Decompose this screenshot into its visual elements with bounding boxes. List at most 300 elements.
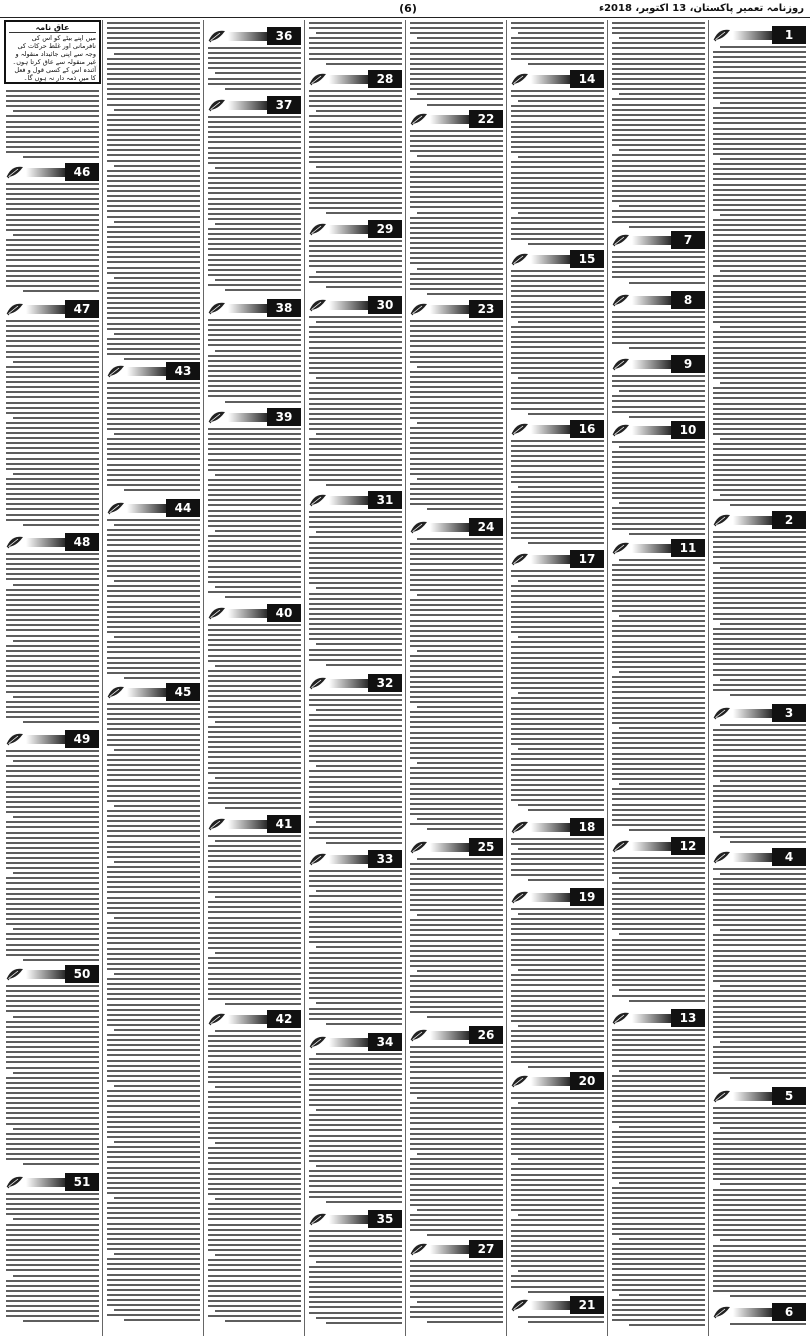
text-line bbox=[511, 233, 604, 235]
text-line bbox=[309, 202, 402, 204]
text-line bbox=[612, 913, 705, 915]
text-line bbox=[316, 32, 403, 34]
text-line bbox=[316, 765, 403, 767]
text-line bbox=[208, 634, 301, 636]
text-line bbox=[713, 133, 806, 135]
text-line bbox=[511, 621, 604, 623]
text-line bbox=[309, 618, 402, 620]
text-line bbox=[107, 1243, 200, 1245]
text-line bbox=[107, 32, 200, 34]
text-line bbox=[713, 392, 806, 394]
text-line bbox=[511, 1061, 604, 1063]
text-line bbox=[410, 130, 503, 132]
text-line bbox=[6, 1290, 99, 1292]
text-line bbox=[208, 1040, 301, 1042]
text-line bbox=[309, 547, 402, 549]
text-line bbox=[309, 1073, 402, 1075]
text-line bbox=[619, 1126, 706, 1128]
text-line bbox=[6, 670, 99, 672]
text-line bbox=[713, 582, 806, 584]
text-line bbox=[107, 1014, 200, 1016]
text-line bbox=[309, 281, 402, 283]
text-line bbox=[713, 240, 806, 242]
text-line bbox=[410, 191, 503, 193]
text-line bbox=[309, 977, 402, 979]
text-line bbox=[713, 1072, 806, 1074]
column-5 bbox=[408, 20, 505, 1336]
text-line bbox=[309, 1013, 402, 1015]
text-line bbox=[6, 131, 99, 133]
text-line bbox=[713, 285, 806, 287]
text-line bbox=[6, 1193, 99, 1195]
text-line bbox=[713, 995, 806, 997]
classified-ad bbox=[509, 888, 606, 1072]
ad-number: 48 bbox=[65, 533, 99, 551]
text-line bbox=[410, 361, 503, 363]
text-line bbox=[208, 1045, 301, 1047]
text-line bbox=[511, 367, 604, 369]
text-line bbox=[107, 323, 200, 325]
text-line bbox=[107, 205, 200, 207]
header-gradient-bar bbox=[531, 893, 570, 902]
text-line bbox=[107, 1070, 200, 1072]
text-line bbox=[511, 641, 604, 643]
text-line bbox=[13, 640, 100, 642]
text-line bbox=[208, 1305, 301, 1307]
text-line bbox=[107, 149, 200, 151]
text-line bbox=[612, 717, 705, 719]
text-line bbox=[511, 1184, 604, 1186]
text-line bbox=[713, 204, 806, 206]
text-line bbox=[309, 1281, 402, 1283]
text-line bbox=[410, 98, 503, 100]
text-line bbox=[6, 619, 99, 621]
text-line bbox=[612, 114, 705, 116]
text-line bbox=[410, 1148, 503, 1150]
text-line bbox=[410, 1296, 503, 1298]
text-line bbox=[309, 936, 402, 938]
text-line bbox=[713, 408, 806, 410]
text-line bbox=[208, 540, 301, 542]
text-line bbox=[612, 1258, 705, 1260]
text-line bbox=[410, 960, 503, 962]
text-line bbox=[208, 787, 301, 789]
text-line bbox=[309, 987, 402, 989]
classified-ad bbox=[307, 70, 404, 220]
text-line bbox=[13, 928, 100, 930]
text-line bbox=[107, 1172, 200, 1174]
text-line bbox=[730, 841, 806, 843]
text-line bbox=[208, 649, 301, 651]
text-line bbox=[410, 447, 503, 449]
text-line bbox=[713, 770, 806, 772]
text-line bbox=[713, 347, 806, 349]
text-line bbox=[410, 320, 503, 322]
text-line bbox=[612, 1197, 705, 1199]
text-line bbox=[107, 912, 200, 914]
text-line bbox=[309, 1119, 402, 1121]
text-line bbox=[6, 691, 99, 693]
text-line bbox=[107, 815, 200, 817]
text-line bbox=[6, 867, 99, 869]
text-line bbox=[309, 454, 402, 456]
ad-number: 15 bbox=[570, 250, 604, 268]
text-line bbox=[208, 126, 301, 128]
text-line bbox=[107, 1212, 200, 1214]
text-line bbox=[107, 820, 200, 822]
text-line bbox=[107, 948, 200, 950]
text-line bbox=[107, 129, 200, 131]
header-gradient-bar bbox=[26, 538, 65, 547]
text-line bbox=[6, 990, 99, 992]
classified-ad bbox=[4, 965, 101, 1173]
text-line bbox=[6, 908, 99, 910]
ad-number: 40 bbox=[267, 604, 301, 622]
text-line bbox=[107, 1233, 200, 1235]
ad-text-block bbox=[307, 692, 404, 844]
text-line bbox=[6, 1107, 99, 1109]
ad-header bbox=[408, 1026, 505, 1044]
text-line bbox=[309, 921, 402, 923]
text-line bbox=[309, 443, 402, 445]
text-line bbox=[23, 156, 99, 158]
text-line bbox=[309, 1114, 402, 1116]
text-line bbox=[410, 614, 503, 616]
text-line bbox=[107, 180, 200, 182]
text-line bbox=[6, 1264, 99, 1266]
text-line bbox=[518, 1316, 605, 1318]
text-line bbox=[410, 558, 503, 560]
text-line bbox=[309, 791, 402, 793]
text-line bbox=[107, 413, 200, 415]
text-line bbox=[410, 201, 503, 203]
text-line bbox=[612, 375, 705, 377]
text-line bbox=[713, 209, 806, 211]
text-line bbox=[208, 62, 301, 64]
text-line bbox=[410, 356, 503, 358]
text-line bbox=[309, 387, 402, 389]
text-line bbox=[612, 216, 705, 218]
text-line bbox=[720, 1041, 807, 1043]
ad-header bbox=[509, 550, 606, 568]
text-line bbox=[629, 1000, 705, 1002]
text-line bbox=[6, 412, 99, 414]
text-line bbox=[6, 1005, 99, 1007]
text-line bbox=[713, 1280, 806, 1282]
text-line bbox=[107, 585, 200, 587]
text-line bbox=[309, 694, 402, 696]
text-line bbox=[410, 863, 503, 865]
text-line bbox=[518, 692, 605, 694]
text-line bbox=[6, 594, 99, 596]
text-line bbox=[208, 1152, 301, 1154]
text-line bbox=[107, 1009, 200, 1011]
text-line bbox=[511, 974, 604, 976]
text-line bbox=[309, 428, 402, 430]
text-line bbox=[410, 630, 503, 632]
classified-ad bbox=[408, 1026, 505, 1240]
text-line bbox=[410, 868, 503, 870]
text-line bbox=[114, 636, 201, 638]
text-line bbox=[107, 529, 200, 531]
text-line bbox=[720, 438, 807, 440]
text-line bbox=[326, 1023, 402, 1025]
text-line bbox=[107, 1075, 200, 1077]
text-line bbox=[6, 503, 99, 505]
text-line bbox=[612, 646, 705, 648]
text-line bbox=[612, 266, 705, 268]
text-line bbox=[410, 665, 503, 667]
text-line bbox=[511, 126, 604, 128]
text-line bbox=[208, 937, 301, 939]
text-line bbox=[713, 960, 806, 962]
text-line bbox=[309, 826, 402, 828]
text-line bbox=[107, 1105, 200, 1107]
ad-text-block bbox=[307, 88, 404, 214]
text-line bbox=[612, 763, 705, 765]
text-line bbox=[13, 696, 100, 698]
text-line bbox=[6, 136, 99, 138]
text-line bbox=[713, 909, 806, 911]
text-line bbox=[612, 98, 705, 100]
ad-number: 34 bbox=[368, 1033, 402, 1051]
text-line bbox=[427, 828, 503, 830]
text-line bbox=[208, 218, 301, 220]
text-line bbox=[713, 955, 806, 957]
text-line bbox=[6, 1300, 99, 1302]
text-line bbox=[720, 623, 807, 625]
text-line bbox=[612, 73, 705, 75]
text-line bbox=[107, 190, 200, 192]
ad-header bbox=[711, 848, 808, 866]
text-line bbox=[511, 1056, 604, 1058]
text-line bbox=[309, 1266, 402, 1268]
text-line bbox=[612, 1263, 705, 1265]
text-line bbox=[107, 744, 200, 746]
text-line bbox=[713, 469, 806, 471]
classified-ad bbox=[509, 250, 606, 420]
ad-text-block bbox=[307, 868, 404, 1025]
text-line bbox=[208, 736, 301, 738]
text-line bbox=[6, 249, 99, 251]
text-line bbox=[528, 542, 604, 544]
text-line bbox=[6, 645, 99, 647]
text-line bbox=[511, 682, 604, 684]
text-line bbox=[511, 657, 604, 659]
text-line bbox=[511, 1148, 604, 1150]
text-line bbox=[107, 1039, 200, 1041]
text-line bbox=[713, 546, 806, 548]
text-line bbox=[612, 984, 705, 986]
text-line bbox=[410, 351, 503, 353]
text-line bbox=[730, 1077, 806, 1079]
text-line bbox=[114, 805, 201, 807]
text-line bbox=[720, 1127, 807, 1129]
text-line bbox=[518, 100, 605, 102]
text-line bbox=[612, 686, 705, 688]
text-line bbox=[309, 952, 402, 954]
text-line bbox=[612, 1116, 705, 1118]
text-line bbox=[410, 625, 503, 627]
text-line bbox=[713, 189, 806, 191]
text-line bbox=[13, 110, 100, 112]
text-line bbox=[309, 1230, 402, 1232]
text-line bbox=[326, 63, 402, 65]
text-line bbox=[124, 489, 200, 491]
text-line bbox=[410, 1291, 503, 1293]
text-line bbox=[107, 958, 200, 960]
text-line bbox=[208, 988, 301, 990]
text-line bbox=[713, 790, 806, 792]
text-line bbox=[208, 192, 301, 194]
text-line bbox=[208, 792, 301, 794]
text-line bbox=[6, 340, 99, 342]
text-line bbox=[208, 942, 301, 944]
text-line bbox=[629, 347, 705, 349]
text-line bbox=[410, 909, 503, 911]
text-line bbox=[107, 1136, 200, 1138]
text-line bbox=[713, 71, 806, 73]
text-line bbox=[511, 290, 604, 292]
text-line bbox=[208, 947, 301, 949]
text-line bbox=[612, 1268, 705, 1270]
page-header bbox=[0, 0, 810, 18]
text-line bbox=[612, 995, 705, 997]
ad-text-block bbox=[509, 568, 606, 811]
ad-header bbox=[307, 491, 404, 509]
header-gradient-bar bbox=[632, 544, 671, 553]
text-line bbox=[6, 351, 99, 353]
text-line bbox=[309, 408, 402, 410]
text-line bbox=[309, 392, 402, 394]
text-line bbox=[410, 1214, 503, 1216]
text-line bbox=[410, 777, 503, 779]
text-line bbox=[629, 1324, 705, 1326]
text-line bbox=[208, 835, 301, 837]
ad-text-block bbox=[711, 529, 808, 696]
text-line bbox=[107, 469, 200, 471]
text-line bbox=[316, 1165, 403, 1167]
ad-text-block bbox=[307, 20, 404, 68]
text-line bbox=[713, 633, 806, 635]
text-line bbox=[713, 562, 806, 564]
text-line bbox=[6, 1315, 99, 1317]
text-line bbox=[612, 1121, 705, 1123]
text-line bbox=[23, 524, 99, 526]
ad-header bbox=[307, 296, 404, 314]
ad-number: 23 bbox=[469, 300, 503, 318]
text-line bbox=[6, 599, 99, 601]
text-line bbox=[208, 802, 301, 804]
text-line bbox=[612, 1314, 705, 1316]
text-line bbox=[612, 1212, 705, 1214]
text-line bbox=[107, 534, 200, 536]
text-line bbox=[6, 463, 99, 465]
text-line bbox=[612, 221, 705, 223]
text-line bbox=[309, 941, 402, 943]
text-line bbox=[6, 635, 99, 637]
text-line bbox=[612, 53, 705, 55]
text-line bbox=[208, 711, 301, 713]
text-line bbox=[208, 756, 301, 758]
text-line bbox=[612, 1141, 705, 1143]
text-line bbox=[208, 395, 301, 397]
text-line bbox=[612, 1111, 705, 1113]
column-7 bbox=[610, 20, 707, 1336]
text-line bbox=[208, 47, 301, 49]
text-line bbox=[107, 800, 200, 802]
ad-header bbox=[610, 231, 707, 249]
ad-header bbox=[4, 163, 101, 181]
text-line bbox=[612, 1054, 705, 1056]
text-line bbox=[208, 891, 301, 893]
text-line bbox=[511, 1286, 604, 1288]
text-line bbox=[208, 797, 301, 799]
text-line bbox=[612, 276, 705, 278]
text-line bbox=[208, 922, 301, 924]
text-line bbox=[511, 713, 604, 715]
text-line bbox=[410, 463, 503, 465]
text-line bbox=[107, 570, 200, 572]
text-line bbox=[713, 1148, 806, 1150]
text-line bbox=[511, 1194, 604, 1196]
text-line bbox=[107, 1121, 200, 1123]
text-line bbox=[410, 145, 503, 147]
text-line bbox=[713, 1143, 806, 1145]
text-line bbox=[713, 613, 806, 615]
text-line bbox=[511, 1168, 604, 1170]
text-line bbox=[107, 616, 200, 618]
ad-text-block bbox=[610, 855, 707, 1002]
leaf-icon bbox=[511, 422, 529, 436]
text-line bbox=[713, 556, 806, 558]
text-line bbox=[410, 1158, 503, 1160]
text-line bbox=[208, 886, 301, 888]
text-line bbox=[713, 143, 806, 145]
ad-header bbox=[307, 850, 404, 868]
text-line bbox=[713, 821, 806, 823]
text-line bbox=[518, 1214, 605, 1216]
text-line bbox=[713, 1270, 806, 1272]
text-line bbox=[612, 707, 705, 709]
text-line bbox=[107, 662, 200, 664]
text-line bbox=[208, 906, 301, 908]
text-line bbox=[410, 1077, 503, 1079]
text-line bbox=[410, 335, 503, 337]
text-line bbox=[713, 138, 806, 140]
text-line bbox=[215, 530, 302, 532]
text-line bbox=[107, 88, 200, 90]
text-line bbox=[410, 1066, 503, 1068]
header-gradient-bar bbox=[632, 360, 671, 369]
text-line bbox=[713, 618, 806, 620]
text-line bbox=[309, 448, 402, 450]
ad-text-block bbox=[307, 509, 404, 666]
text-line bbox=[107, 1095, 200, 1097]
text-line bbox=[208, 1264, 301, 1266]
text-line bbox=[107, 734, 200, 736]
text-line bbox=[309, 786, 402, 788]
text-line bbox=[612, 528, 705, 530]
text-line bbox=[309, 1160, 402, 1162]
text-line bbox=[309, 367, 402, 369]
text-line bbox=[511, 506, 604, 508]
ad-header bbox=[4, 1173, 101, 1191]
ad-header bbox=[105, 362, 202, 380]
text-line bbox=[208, 932, 301, 934]
text-line bbox=[713, 199, 806, 201]
classified-ad bbox=[206, 27, 303, 96]
